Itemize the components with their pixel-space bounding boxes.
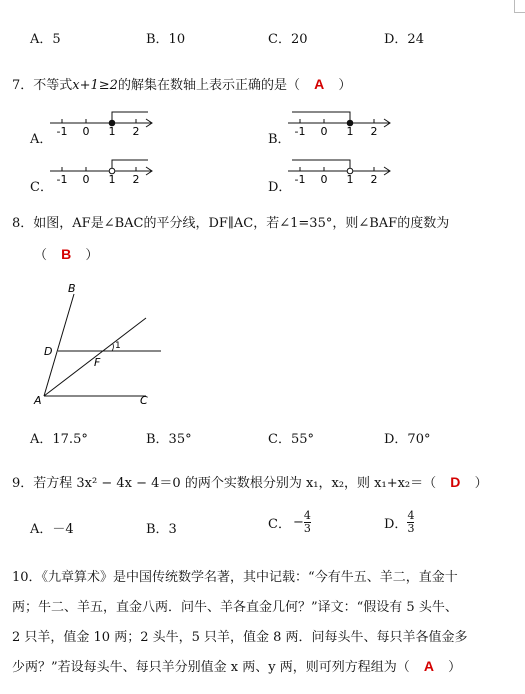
tick-label: 2 (370, 125, 378, 138)
q7-stem (12, 74, 351, 93)
q9-stem (12, 472, 488, 491)
q7-label-c: C． (30, 180, 53, 195)
tick-label: 0 (320, 173, 328, 186)
label-c: C (140, 394, 148, 407)
tick-label: 1 (108, 173, 116, 186)
tick-label: 1 (108, 125, 116, 138)
fraction (407, 510, 414, 535)
page-corner-mark (514, 0, 525, 13)
option-c: C．20 (268, 32, 308, 47)
label-a: A (34, 394, 42, 407)
number-line-b (286, 108, 396, 138)
angle-1-arc (112, 344, 113, 351)
tick-label: 1 (346, 125, 354, 138)
option-label: D． (384, 517, 408, 532)
tick-label: 2 (132, 173, 140, 186)
q7-label-d: D． (268, 180, 292, 195)
stem-text: 如图，AF是∠BAC的平分线，DF∥AC，若∠1=35°，则∠BAF的度数为 (33, 216, 450, 231)
fraction (304, 510, 311, 535)
question-number: 8． (12, 216, 34, 231)
label-d: D (44, 345, 53, 358)
q7-label-b: B． (268, 132, 291, 147)
question-number: 7． (12, 78, 34, 93)
open-paren: （ (34, 248, 48, 263)
q10-line-2: 两；牛二、羊五，直金八两．问牛、羊各直金几何？”译文：“假设有 5 头牛、 (12, 600, 458, 615)
numerator: 4 (407, 509, 415, 522)
number-line-d (286, 156, 396, 186)
stem-text: 不等式 (33, 78, 73, 93)
option-c (268, 510, 311, 535)
minus-sign: − (292, 515, 304, 530)
label-b: B (68, 282, 76, 295)
inequality: x+1≥2 (72, 78, 118, 93)
tick-label: -1 (56, 125, 68, 138)
answer-mark: D (450, 474, 461, 490)
q8-answer-line (34, 244, 98, 263)
number-line-a (48, 108, 158, 138)
denominator: 3 (407, 522, 415, 535)
geometry-figure (28, 278, 178, 408)
q10-line-4 (12, 656, 461, 675)
stem-text: 少两？”若设每头牛、每只羊分别值金 x 两、y 两，则可列方程组为（ (12, 660, 410, 675)
close-paren: ） (448, 660, 462, 675)
q7-label-a: A． (30, 132, 53, 147)
denominator: 3 (303, 522, 311, 535)
label-angle-1: 1 (115, 341, 121, 351)
stem-text: 的解集在数轴上表示正确的是（ (117, 78, 300, 93)
option-b: B．3 (146, 522, 177, 537)
q10-line-1: 10．《九章算术》是中国传统数学名著，其中记载：“今有牛五、羊二，直金十 (12, 570, 458, 585)
answer-mark: B (61, 246, 72, 262)
option-a: A．5 (30, 32, 61, 47)
option-c: C．55° (268, 432, 314, 447)
close-paren: ） (85, 248, 99, 263)
close-paren: ） (474, 476, 488, 491)
tick-label: -1 (294, 173, 306, 186)
option-a: A．－4 (30, 522, 74, 537)
tick-label: 2 (132, 125, 140, 138)
option-d: D．70° (384, 432, 431, 447)
numerator: 4 (303, 509, 311, 522)
tick-label: 0 (82, 173, 90, 186)
q8-stem (12, 212, 449, 231)
stem-text: 若方程 3x² − 4x − 4＝0 的两个实数根分别为 x₁，x₂，则 x₁+x₂＝（ (33, 476, 437, 491)
option-b: B．35° (146, 432, 192, 447)
tick-label: 1 (346, 173, 354, 186)
q10-line-3: 2 只羊，值金 10 两；2 头牛，5 只羊，值金 8 两．问每头牛、每只羊各值金多 (12, 630, 468, 645)
tick-label: -1 (56, 173, 68, 186)
answer-mark: A (423, 658, 434, 674)
answer-mark: A (314, 76, 325, 92)
close-paren: ） (338, 78, 352, 93)
label-f: F (94, 356, 101, 369)
tick-label: 2 (370, 173, 378, 186)
tick-label: 0 (82, 125, 90, 138)
number-line-c (48, 156, 158, 186)
option-d (384, 510, 414, 535)
option-a: A．17.5° (30, 432, 88, 447)
tick-label: 0 (320, 125, 328, 138)
question-number: 9． (12, 476, 34, 491)
option-d: D．24 (384, 32, 424, 47)
tick-label: -1 (294, 125, 306, 138)
option-b: B．10 (146, 32, 186, 47)
option-label: C． (268, 517, 291, 532)
